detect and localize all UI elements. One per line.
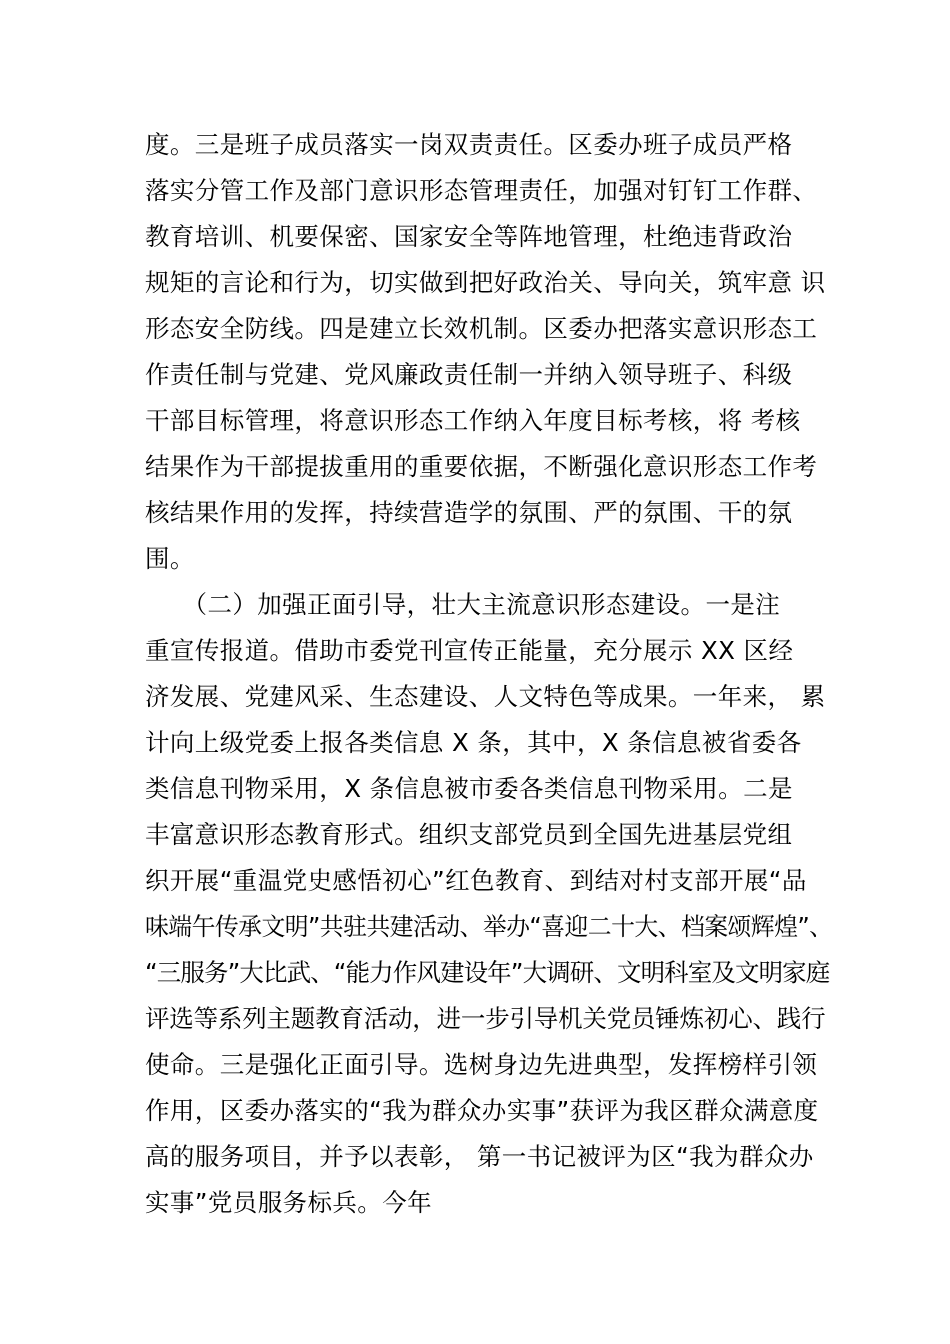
text-line-19: “三服务”大比武、“能力作风建设年”大调研、文明科室及文明家庭	[145, 958, 830, 987]
text-line-17: 织开展“重温党史感悟初心”红色教育、到结对村支部开展“品	[145, 866, 807, 895]
text-line-18: 味端午传承文明”共驻共建活动、举办“喜迎二十大、档案颂辉煌”、	[145, 912, 833, 941]
text-line-14: 计向上级党委上报各类信息 X 条，其中，X 条信息被省委各	[145, 728, 802, 757]
text-line-12: 重宣传报道。借助市委党刊宣传正能量，充分展示 XX 区经	[145, 636, 794, 665]
text-line-8: 结果作为干部提拔重用的重要依据，不断强化意识形态工作考	[145, 452, 818, 481]
text-line-5: 形态安全防线。四是建立长效机制。区委办把落实意识形态工	[145, 314, 818, 343]
text-line-6: 作责任制与党建、党风廉政责任制一并纳入领导班子、科级	[145, 360, 793, 389]
text-line-22: 作用，区委办落实的“我为群众办实事”获评为我区群众满意度	[145, 1096, 819, 1125]
text-line-23: 高的服务项目，并予以表彰， 第一书记被评为区“我为群众办	[145, 1142, 814, 1171]
text-line-21: 使命。三是强化正面引导。选树身边先进典型，发挥榜样引领	[145, 1050, 818, 1079]
text-line-13: 济发展、党建风采、生态建设、人文特色等成果。一年来， 累	[145, 682, 826, 711]
text-line-3: 教育培训、机要保密、国家安全等阵地管理，杜绝违背政治	[145, 222, 793, 251]
text-line-2: 落实分管工作及部门意识形态管理责任，加强对钉钉工作群、	[145, 176, 818, 205]
text-line-4: 规矩的言论和行为，切实做到把好政治关、导向关，筑牢意 识	[145, 268, 826, 297]
text-line-1: 度。三是班子成员落实一岗双责责任。区委办班子成员严格	[145, 130, 793, 159]
text-line-16: 丰富意识形态教育形式。组织支部党员到全国先进基层党组	[145, 820, 793, 849]
text-line-20: 评选等系列主题教育活动，进一步引导机关党员锤炼初心、践行	[145, 1004, 826, 1033]
text-line-24: 实事”党员服务标兵。今年	[145, 1188, 432, 1217]
text-line-11: （二）加强正面引导，壮大主流意识形态建设。一是注	[145, 590, 781, 619]
text-line-10: 围。	[145, 544, 195, 573]
text-line-9: 核结果作用的发挥，持续营造学的氛围、严的氛围、干的氛	[145, 498, 793, 527]
text-line-15: 类信息刊物采用，X 条信息被市委各类信息刊物采用。二是	[145, 774, 793, 803]
text-line-7: 干部目标管理，将意识形态工作纳入年度目标考核，将 考核	[145, 406, 801, 435]
